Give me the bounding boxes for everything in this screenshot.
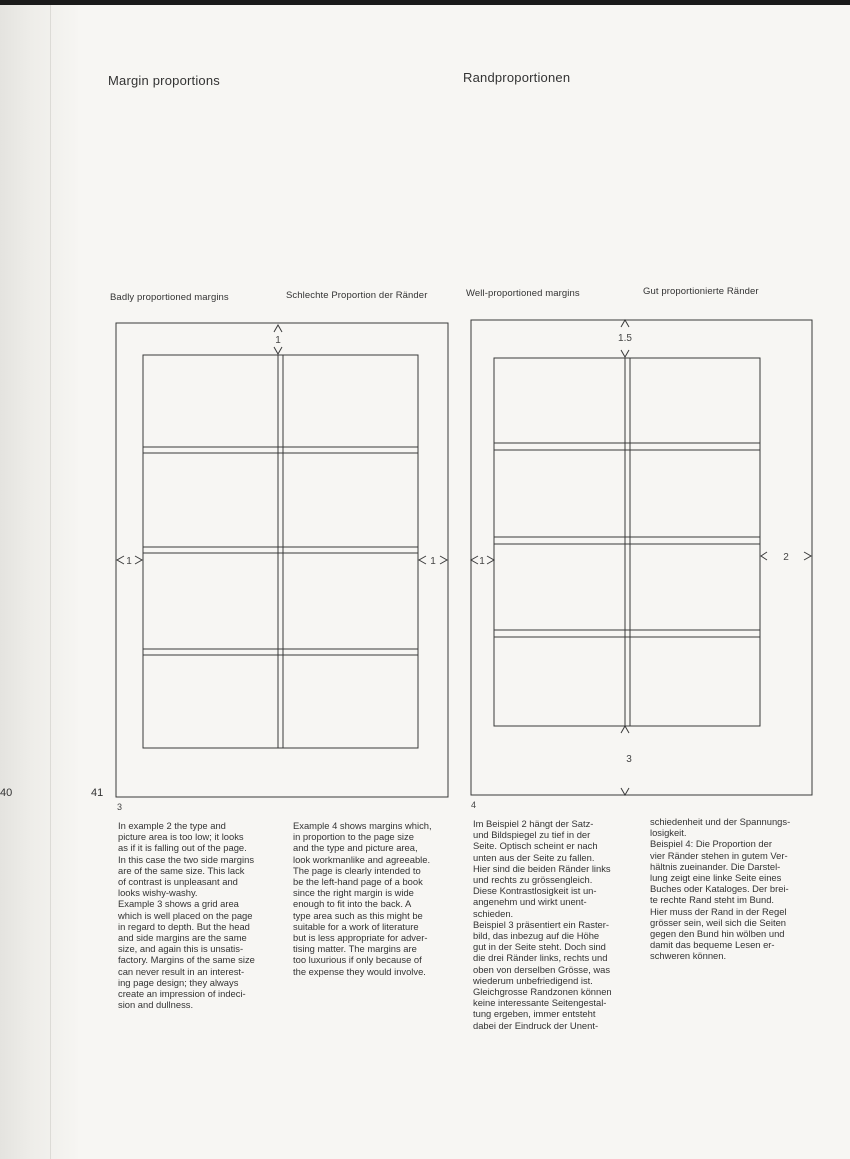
caption-good-de: Gut proportionierte Ränder (643, 286, 759, 297)
caption-bad-en: Badly proportioned margins (110, 292, 229, 303)
body-column-2: Example 4 shows margins which, in proportion to the page size and the type and picture area, look workmanlike and agreeable. The page is clearly intended to be the left-hand page of a book since the right margin is wide enough to fit into the back. A type area such as this might be suitable for a work of literature but is less appropriate for adver- tising matter. The margins are too luxurious if only because of the expense they would involve. (293, 820, 432, 977)
fig4-right-arrow-out (804, 552, 811, 560)
page-number-right: 41 (91, 787, 104, 799)
fig3-left-label: 1 (126, 556, 132, 567)
fig4-bottom-label: 3 (626, 754, 632, 765)
figure-3-diagram (108, 318, 460, 808)
body-column-1: In example 2 the type and picture area is too low; it looks as if it is falling out of the page. In this case the two side margins are of the same size. This lack of contrast is unpleasant and looks wishy-washy. Example 3 shows a grid area which is well placed on the page in regard to depth. But the head and side margins are the same size, and again this is unsatis- factory. Margins of the same size can never result in an interest- ing page design; they always create an impression of indeci- sion and dullness. (118, 820, 255, 1011)
fig4-left-arrow-in (471, 556, 478, 564)
fig3-left-arrow-out (135, 556, 142, 564)
fig4-right-label: 2 (783, 552, 789, 563)
fig4-top-label: 1.5 (618, 333, 632, 344)
figure-3-number: 3 (117, 802, 123, 812)
fig4-top-arrow-up (621, 320, 629, 327)
fig4-type-area (494, 358, 760, 726)
caption-good-en: Well-proportioned margins (466, 288, 580, 299)
body-column-4: schiedenheit und der Spannungs- losigkeit. Beispiel 4: Die Proportion der vier Ränder stehen in gutem Ver- hältnis zueinander. Die Darstel- lung zeigt eine linke Seite eines Buches oder Kataloges. Der brei- te rechte Rand steht im Bund. Hier muss der Rand in der Regel grösser sein, weil sich die Seiten gegen den Bund hin wölben und damit das bequeme Lesen er- schweren können. (650, 816, 791, 962)
fig3-type-area (143, 355, 418, 748)
figure-4-diagram (465, 316, 820, 802)
fig3-right-arrow-in (419, 556, 426, 564)
fig4-top-arrow-down (621, 350, 629, 357)
fig4-left-arrow-out (487, 556, 494, 564)
page-fold (50, 5, 51, 1159)
fig3-right-label: 1 (430, 556, 436, 567)
fig4-left-label: 1 (479, 556, 485, 567)
fig3-top-label: 1 (275, 335, 281, 346)
body-column-3: Im Beispiel 2 hängt der Satz- und Bildspiegel zu tief in der Seite. Optisch scheint er nach unten aus der Seite zu fallen. Hier sind die beiden Ränder links und rechts zu grössengleich. Diese Kontrastlosigkeit ist un- angenehm und wirkt unent- schieden. Beispiel 3 präsentiert ein Raster- bild, das inbezug auf die Höhe gut in der Seite steht. Doch sind die drei Ränder links, rechts und oben von derselben Grösse, was wiederum unbefriedigend ist. Gleichgrosse Randzonen können keine interessante Seitengestal- tung ergeben, immer entsteht dabei der Eindruck der Unent- (473, 818, 612, 1031)
fig4-page-outline (471, 320, 812, 795)
figure-4-number: 4 (471, 800, 477, 810)
book-gutter (0, 5, 78, 1159)
fig3-right-arrow-out (440, 556, 447, 564)
caption-bad-de: Schlechte Proportion der Ränder (286, 290, 428, 301)
fig3-left-arrow-in (117, 556, 124, 564)
top-edge (0, 0, 850, 5)
heading-english: Margin proportions (108, 73, 220, 88)
heading-german: Randproportionen (463, 70, 571, 85)
fig4-bottom-arrow-up (621, 726, 629, 733)
page-number-left: 40 (0, 787, 13, 799)
fig3-top-arrow-up (274, 325, 282, 332)
fig4-right-arrow-in (761, 552, 767, 560)
fig3-top-arrow-down (274, 347, 282, 354)
fig4-bottom-arrow-down (621, 788, 629, 795)
fig3-page-outline (116, 323, 448, 797)
